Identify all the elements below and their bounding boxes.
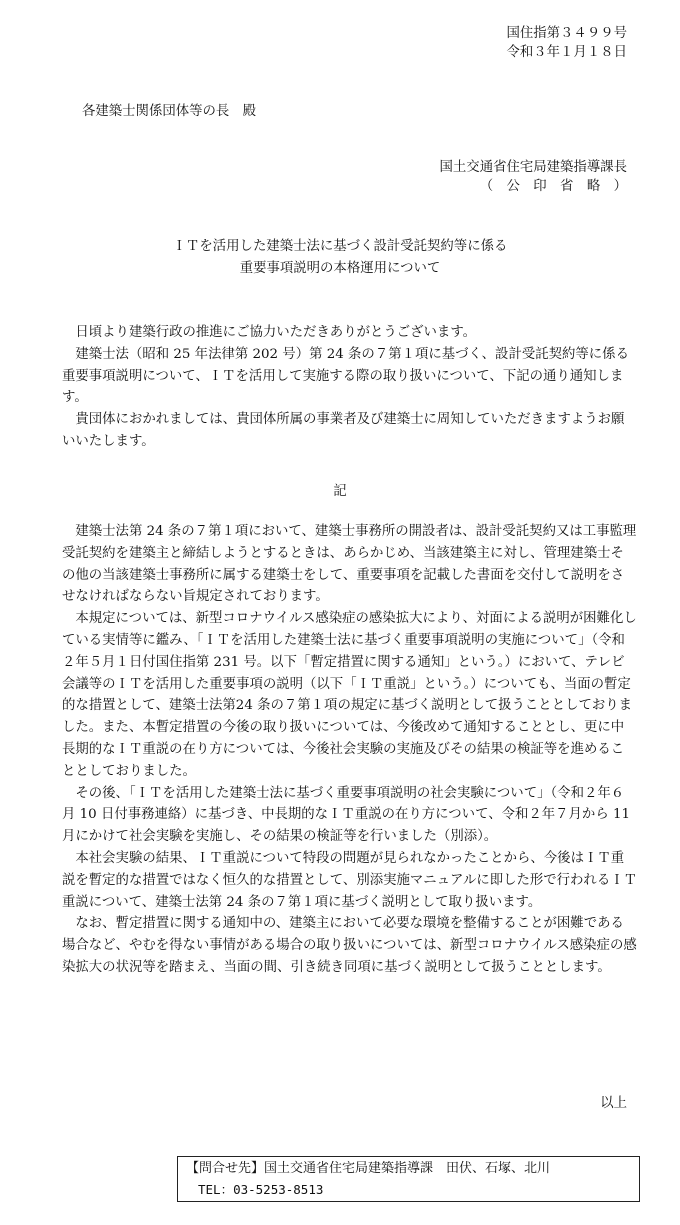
seal-omitted-note: （ 公 印 省 略 ） xyxy=(479,179,627,194)
contact-office: 【問合せ先】国土交通省住宅局建築指導課 田伏、石塚、北川 xyxy=(186,1161,551,1176)
document-number: 国住指第３４９９号 xyxy=(506,26,627,41)
closing-ijou: 以上 xyxy=(600,1096,627,1111)
body-paragraph: 本社会実験の結果、ＩＴ重説について特段の問題が見られなかったことから、今後はＩＴ重説を暫定的な措置ではなく恒久的な措置として、別添実施マニュアルに即した形で行われるＩＴ重説について、建築士法第 24 条の７第１項に基づく説明として取り扱います。 xyxy=(62,850,637,910)
document-title xyxy=(0,236,680,280)
intro-paragraph: 日頃より建築行政の推進にご協力いただきありがとうございます。 xyxy=(75,325,477,340)
body-paragraph: 建築士法第 24 条の７第１項において、建築士事務所の開設者は、設計受託契約又は工事監理受託契約を建築主と締結しようとするときは、あらかじめ、当該建築主に対し、管理建築士その他の当該建築士事務所に属する建築士をして、重要事項を記載した書面を交付して説明をさせなければならない旨規定されております。 xyxy=(62,524,637,605)
body-paragraph: なお、暫定措置に関する通知中の、建築主において必要な環境を整備することが困難である場合など、やむを得ない事情がある場合の取り扱いについては、新型コロナウイルス感染症の感染拡大の状況等を踏まえ、当面の間、引き続き同項に基づく説明として扱うこととします。 xyxy=(62,916,637,975)
body-section xyxy=(62,521,637,979)
body-paragraph: 本規定については、新型コロナウイルス感染症の感染拡大により、対面による説明が困難化している実情等に鑑み、「ＩＴを活用した建築士法に基づく重要事項説明の実施について」（令和２年５月１日付国住指第 231 号。以下「暫定措置に関する通知」という。）において、テレビ会議等のＩＴを活用した重要事項の説明（以下「ＩＴ重説」という。）についても、当面の暫定的な措置として、建築士法第24 条の７第１項の規定に基づく説明として扱うこととしておりました。また、本暫定措置の今後の取り扱いについては、今後改めて通知することとし、更に中長期的なＩＴ重説の在り方については、今後社会実験の実施及びその結果の検証等を進めることとしておりました。 xyxy=(62,611,637,779)
contact-tel: TEL：03-5253-8513 xyxy=(198,1182,324,1197)
body-paragraph: その後、「ＩＴを活用した建築士法に基づく重要事項説明の社会実験について」（令和２年６月 10 日付事務連絡）に基づき、中長期的なＩＴ重説の在り方について、令和２年７月から 11 月にかけて社会実験を実施し、その結果の検証等を行いました（別添）。 xyxy=(62,785,631,845)
intro-paragraph: 建築士法（昭和 25 年法律第 202 号）第 24 条の７第１項に基づく、設計受託契約等に係る重要事項説明について、ＩＴを活用して実施する際の取り扱いについて、下記の通り通知します。 xyxy=(62,346,629,406)
title-line-1: ＩＴを活用した建築士法に基づく設計受託契約等に係る xyxy=(172,239,508,254)
intro-paragraph: 貴団体におかれましては、貴団体所属の事業者及び建築士に周知していただきますようお願いいたします。 xyxy=(62,412,625,449)
contact-box xyxy=(177,1156,640,1202)
sender-block xyxy=(440,158,627,196)
sender-office: 国土交通省住宅局建築指導課長 xyxy=(439,160,627,175)
title-line-2: 重要事項説明の本格運用について xyxy=(239,261,441,276)
intro-section xyxy=(62,322,637,453)
document-reference xyxy=(506,24,627,62)
addressee: 各建築士関係団体等の長 殿 xyxy=(82,104,257,119)
ki-heading: 記 xyxy=(333,484,347,499)
document-date: 令和３年１月１８日 xyxy=(506,45,627,60)
